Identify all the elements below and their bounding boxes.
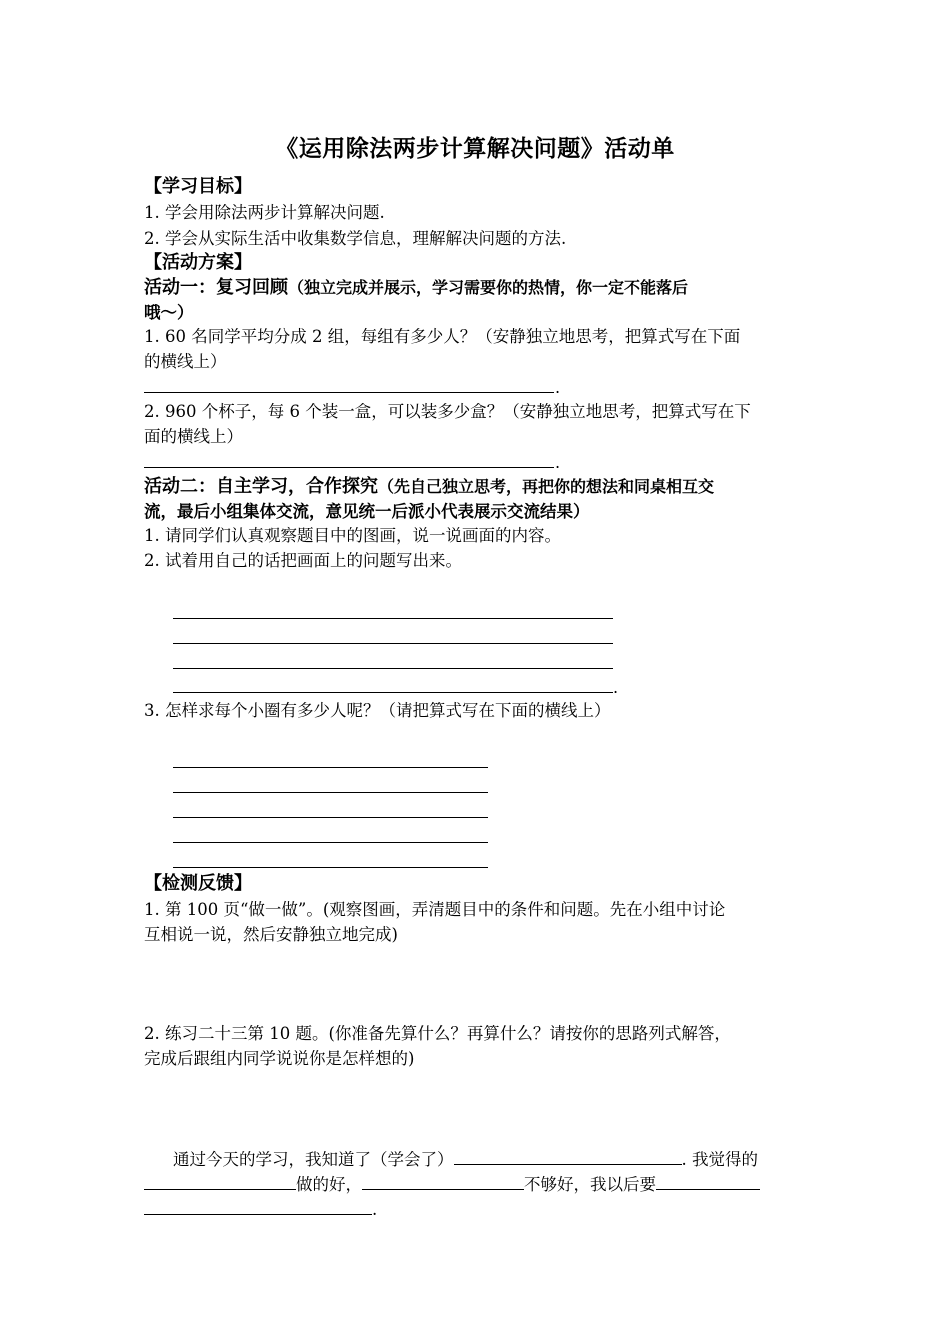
activity2-step-1: 1. 请同学们认真观察题目中的图画，说一说画面的内容。 — [144, 526, 561, 545]
summary-line-1 — [173, 1146, 758, 1172]
question-writing-line-4[interactable] — [173, 692, 613, 693]
activity2-title: 活动二：自主学习，合作探究 — [144, 476, 378, 497]
plan-heading: 【活动方案】 — [144, 252, 252, 273]
activity1-note: （独立完成并展示，学习需要你的热情，你一定不能落后 — [288, 278, 689, 297]
question-writing-period: . — [613, 678, 619, 697]
activity1-question-2-cont: 面的横线上） — [144, 427, 243, 446]
summary-blank-not-good[interactable] — [362, 1171, 524, 1190]
feedback-question-2: 2. 练习二十三第 10 题。(你准备先算什么？再算什么？请按你的思路列式解答， — [144, 1024, 731, 1043]
summary-blank-plan[interactable] — [656, 1171, 760, 1190]
activity1-note-line2: 哦～） — [144, 303, 194, 322]
question-writing-line-1[interactable] — [173, 618, 613, 619]
question-writing-line-2[interactable] — [173, 643, 613, 644]
feedback-question-1-cont: 互相说一说，然后安静独立地完成) — [144, 925, 398, 944]
formula-line-5[interactable] — [173, 867, 488, 868]
goal-item-2: 2. 学会从实际生活中收集数学信息，理解解决问题的方法. — [144, 229, 567, 248]
activity1-question-1-cont: 的横线上） — [144, 352, 227, 371]
page-title: 《运用除法两步计算解决问题》活动单 — [275, 135, 675, 162]
formula-line-2[interactable] — [173, 792, 488, 793]
summary-text-3: 做的好， — [296, 1175, 362, 1194]
activity2-step-3: 3. 怎样求每个小圈有多少人呢？（请把算式写在下面的横线上） — [144, 701, 611, 720]
summary-blank-plan-cont[interactable] — [144, 1196, 372, 1215]
goals-heading: 【学习目标】 — [144, 176, 252, 197]
question-writing-line-3[interactable] — [173, 668, 613, 669]
answer-line-q1[interactable] — [144, 392, 554, 393]
summary-text-5: . — [372, 1200, 378, 1219]
formula-line-3[interactable] — [173, 817, 488, 818]
summary-line-3 — [144, 1196, 377, 1222]
activity2-step-2: 2. 试着用自己的话把画面上的问题写出来。 — [144, 551, 462, 570]
summary-blank-learned[interactable] — [454, 1146, 682, 1165]
summary-line-2 — [144, 1171, 760, 1197]
activity1-question-1: 1. 60 名同学平均分成 2 组，每组有多少人？（安静独立地思考，把算式写在下面 — [144, 327, 741, 346]
goal-item-1: 1. 学会用除法两步计算解决问题. — [144, 203, 385, 222]
formula-line-1[interactable] — [173, 767, 488, 768]
feedback-question-1: 1. 第 100 页“做一做”。(观察图画，弄清题目中的条件和问题。先在小组中讨论 — [144, 900, 726, 919]
summary-text-4: 不够好，我以后要 — [524, 1175, 656, 1194]
summary-text-1: 通过今天的学习，我知道了（学会了） — [173, 1150, 454, 1169]
answer-line-q2[interactable] — [144, 467, 554, 468]
activity2-note: （先自己独立思考，再把你的想法和同桌相互交 — [378, 477, 715, 496]
answer-line-q2-period: . — [555, 453, 561, 472]
feedback-heading: 【检测反馈】 — [144, 873, 252, 894]
activity1-title-line — [144, 276, 688, 300]
activity1-title: 活动一：复习回顾 — [144, 277, 288, 298]
summary-blank-did-well[interactable] — [144, 1171, 296, 1190]
activity1-question-2: 2. 960 个杯子，每 6 个装一盒，可以装多少盒？（安静独立地思考，把算式写在下 — [144, 402, 751, 421]
feedback-question-2-cont: 完成后跟组内同学说说你是怎样想的) — [144, 1049, 415, 1068]
formula-line-4[interactable] — [173, 842, 488, 843]
activity2-title-line — [144, 475, 714, 499]
summary-text-2: . 我觉得的 — [681, 1150, 758, 1169]
answer-line-q1-period: . — [555, 378, 561, 397]
activity2-note-line2: 流，最后小组集体交流，意见统一后派小代表展示交流结果） — [144, 502, 590, 521]
